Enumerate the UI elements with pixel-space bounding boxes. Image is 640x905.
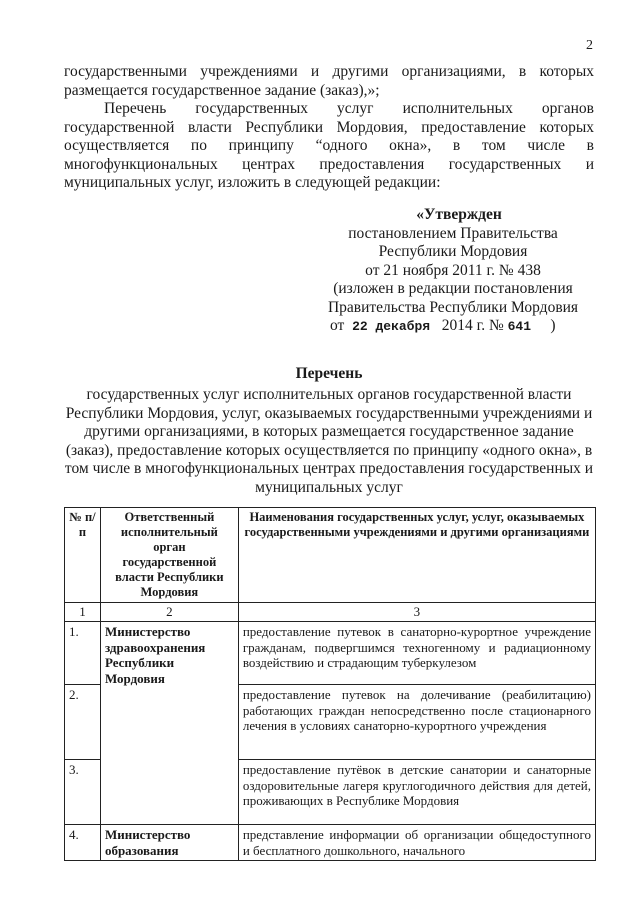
column-number-row <box>65 603 596 622</box>
row-number: 1. <box>65 622 101 685</box>
row-service: предоставление путевок на долечивание (реабилитацию) работающих граждан непосредственно после стационарного лечения в условиях санаторно-курортного учреждения <box>238 685 595 760</box>
header-services: Наименования государственных услуг, услуг, оказываемых государственными учреждениями и другими организациями <box>238 508 595 603</box>
table-row <box>65 622 596 685</box>
paragraph-list-intro: Перечень государственных услуг исполнительных органов государственной власти Республики Мордовия, предоставление которых осуществляется по принципу “одного окна», в том числе в многофункциональных центрах предоставления государственных и муниципальных услуг, изложить в следующей редакции: <box>64 100 594 191</box>
row-service: предоставление путёвок в детские санатории и санаторные оздоровительные лагеря круглогодичного действия для детей, проживающих в Республике Мордовия <box>238 760 595 825</box>
row-number: 4. <box>65 825 101 861</box>
page-number: 2 <box>586 38 593 53</box>
approval-line: Республики Мордовия <box>378 243 528 260</box>
col-number: 3 <box>238 603 595 622</box>
date-suffix: ) <box>550 317 556 334</box>
table-row <box>65 825 596 861</box>
date-prefix: от <box>330 317 345 334</box>
header-num: № п/п <box>65 508 101 603</box>
row-service: представление информации об организации общедоступного и бесплатного дошкольного, начального <box>238 825 595 861</box>
row-number: 2. <box>65 685 101 760</box>
col-number: 1 <box>65 603 101 622</box>
approval-block <box>322 206 584 337</box>
approval-line: Правительства Республики Мордовия <box>327 298 579 316</box>
col-number: 2 <box>100 603 238 622</box>
row-number: 3. <box>65 760 101 825</box>
number-stamp: 641 <box>507 319 532 334</box>
date-year: 2014 г. № <box>441 317 504 334</box>
approval-date-line <box>322 317 584 337</box>
approval-heading: «Утвержден <box>416 206 502 223</box>
paragraph-continuation: государственными учреждениями и другими организациями, в которых размещается государственное задание (заказ),»; <box>64 63 594 99</box>
document-title: Перечень <box>295 365 363 382</box>
approval-line: (изложен в редакции постановления <box>333 280 573 297</box>
approval-line: от 21 ноября 2011 г. № 438 <box>365 261 541 279</box>
approval-line: постановлением Правительства <box>348 224 558 242</box>
row-service: предоставление путевок в санаторно-курортное учреждение гражданам, подвергшимся техногенному и радиационному воздействию и страдающим туберкулезом <box>238 622 595 685</box>
document-subtitle: государственных услуг исполнительных органов государственной власти Республики Мордовия, услуг, оказываемых государственными учреждениями и другими организациями, в которых размещается государственное задание (заказ), предоставление которых осуществляется по принципу «одного окна», в том числе в многофункциональных центрах предоставления государственных и муниципальных услуг <box>64 386 594 496</box>
table-header-row <box>65 508 596 603</box>
services-table <box>64 507 596 861</box>
row-org: Министерство образования <box>100 825 238 861</box>
date-stamp: 22 декабря <box>352 319 431 334</box>
header-org: Ответственный исполнительный орган государственной власти Республики Мордовия <box>100 508 238 603</box>
row-org: Министерство здравоохранения Республики Мордовия <box>100 622 238 825</box>
